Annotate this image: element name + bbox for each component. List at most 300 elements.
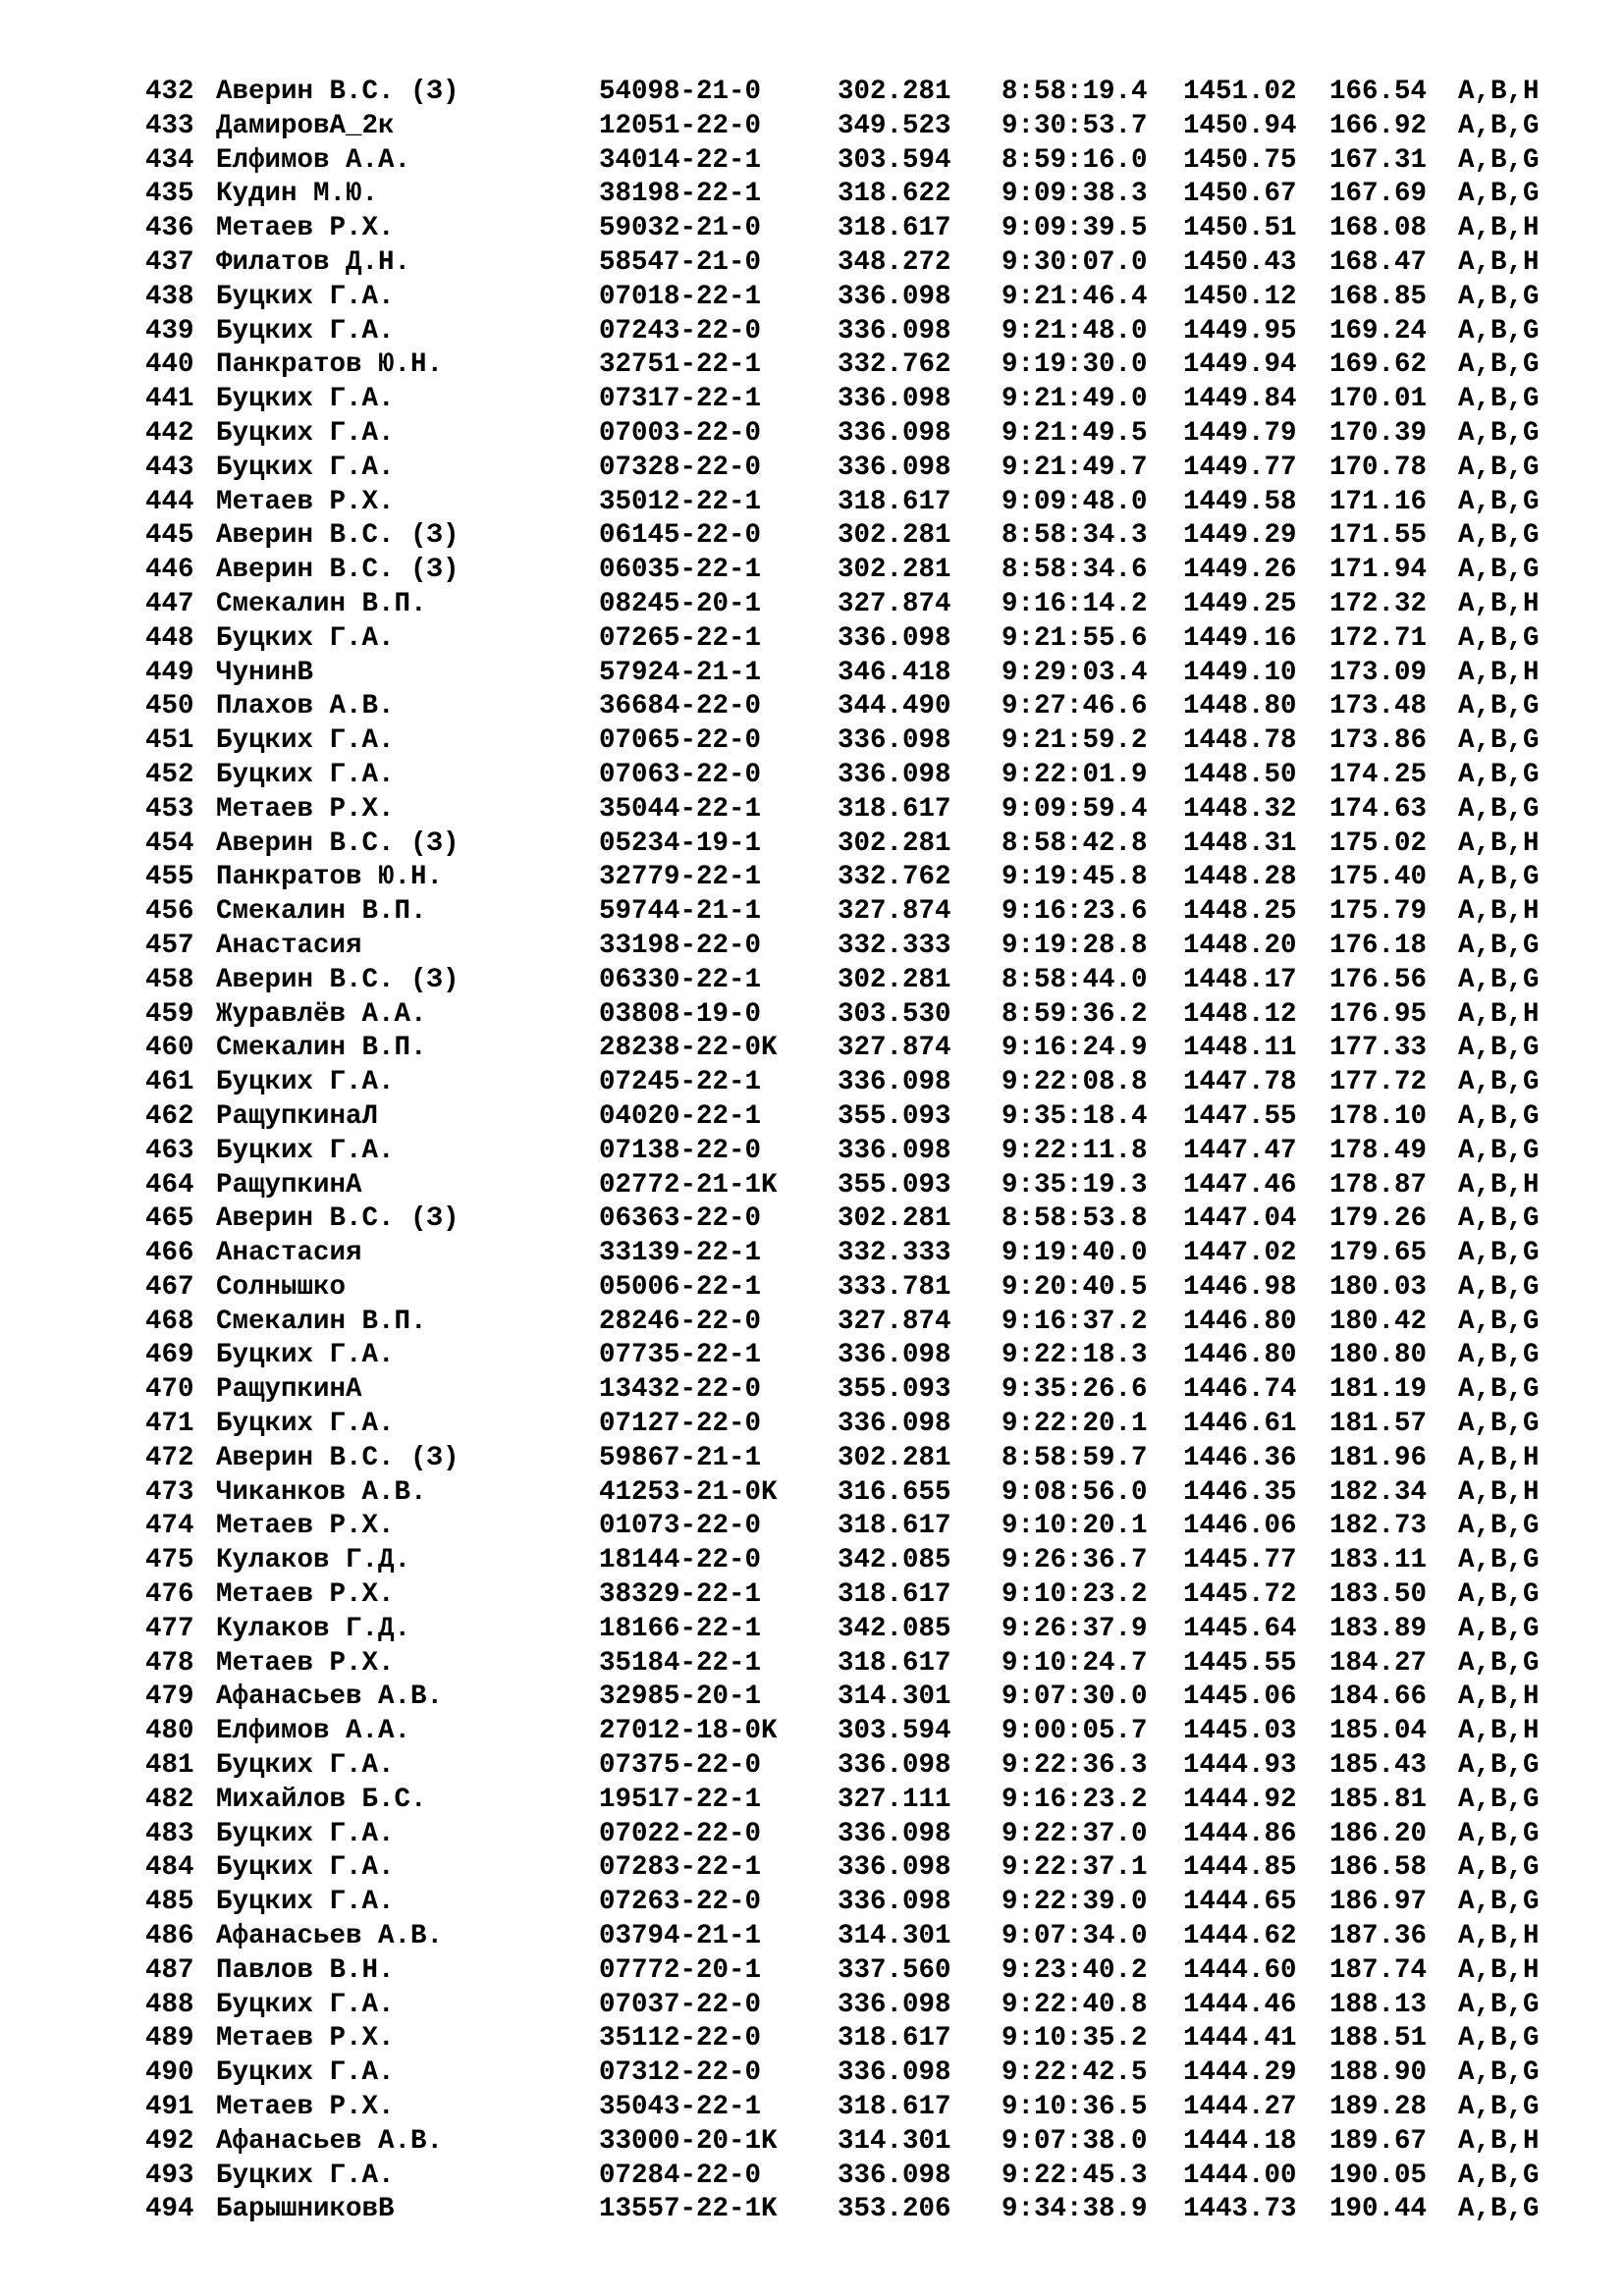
table-row	[0, 519, 1624, 554]
table-row	[0, 1989, 1624, 2023]
speed: 1445.55	[1183, 1647, 1297, 1679]
participant-name: Буцких Г.А.	[216, 1989, 395, 2020]
table-row	[0, 452, 1624, 486]
distance: 337.560	[838, 1954, 951, 1986]
participant-name: Филатов Д.Н.	[216, 246, 411, 278]
coefficient: 175.40	[1329, 862, 1428, 893]
distance: 302.281	[838, 555, 951, 586]
speed: 1449.58	[1183, 486, 1297, 517]
coefficient: 177.72	[1329, 1067, 1428, 1098]
coefficient: 167.31	[1329, 144, 1428, 176]
speed: 1449.95	[1183, 315, 1297, 347]
table-row	[0, 1784, 1624, 1818]
speed: 1447.04	[1183, 1203, 1297, 1235]
arrival-time: 9:09:59.4	[1001, 793, 1148, 825]
coefficient: 171.94	[1329, 555, 1428, 586]
table-row	[0, 1237, 1624, 1271]
participant-name: Буцких Г.А.	[216, 452, 395, 483]
ring-number: 07265-22-1	[599, 622, 762, 654]
ring-number: 32751-22-1	[599, 349, 762, 381]
speed: 1444.46	[1183, 1989, 1297, 2020]
arrival-time: 8:58:53.8	[1001, 1203, 1148, 1235]
coefficient: 181.57	[1329, 1409, 1428, 1440]
place-number: 455	[145, 862, 194, 893]
participant-name: Метаев Р.Х.	[216, 2023, 395, 2055]
arrival-time: 9:27:46.6	[1001, 691, 1148, 722]
ring-number: 05234-19-1	[599, 828, 762, 859]
coefficient: 183.50	[1329, 1579, 1428, 1611]
place-number: 464	[145, 1169, 194, 1201]
speed: 1444.27	[1183, 2092, 1297, 2123]
participant-name: Буцких Г.А.	[216, 281, 395, 312]
coefficient: 176.95	[1329, 998, 1428, 1030]
participant-name: Плахов А.В.	[216, 691, 395, 722]
arrival-time: 9:21:48.0	[1001, 315, 1148, 347]
class-codes: A,B,G	[1458, 1271, 1540, 1303]
ring-number: 59744-21-1	[599, 896, 762, 928]
place-number: 466	[145, 1238, 194, 1269]
ring-number: 57924-21-1	[599, 657, 762, 688]
place-number: 487	[145, 1954, 194, 1986]
distance: 302.281	[838, 1203, 951, 1235]
ring-number: 33198-22-0	[599, 930, 762, 961]
participant-name: ДамировА_2к	[216, 110, 395, 141]
arrival-time: 9:10:24.7	[1001, 1647, 1148, 1679]
place-number: 473	[145, 1476, 194, 1508]
participant-name: Аверин В.С. (З)	[216, 555, 460, 586]
ring-number: 06035-22-1	[599, 555, 762, 586]
place-number: 477	[145, 1613, 194, 1644]
class-codes: A,B,G	[1458, 1033, 1540, 1064]
table-row	[0, 1306, 1624, 1340]
table-row	[0, 622, 1624, 657]
arrival-time: 9:19:30.0	[1001, 349, 1148, 381]
class-codes: A,B,G	[1458, 2057, 1540, 2089]
coefficient: 169.24	[1329, 315, 1428, 347]
arrival-time: 9:10:20.1	[1001, 1511, 1148, 1542]
ring-number: 38329-22-1	[599, 1579, 762, 1611]
place-number: 472	[145, 1442, 194, 1473]
arrival-time: 9:35:26.6	[1001, 1374, 1148, 1406]
speed: 1446.80	[1183, 1340, 1297, 1371]
speed: 1449.16	[1183, 622, 1297, 654]
place-number: 461	[145, 1067, 194, 1098]
coefficient: 174.25	[1329, 759, 1428, 790]
coefficient: 180.03	[1329, 1271, 1428, 1303]
coefficient: 175.79	[1329, 896, 1428, 928]
table-row	[0, 1202, 1624, 1237]
distance: 303.594	[838, 144, 951, 176]
participant-name: Буцких Г.А.	[216, 417, 395, 449]
place-number: 470	[145, 1374, 194, 1406]
ring-number: 07283-22-1	[599, 1852, 762, 1884]
ring-number: 13432-22-0	[599, 1374, 762, 1406]
class-codes: A,B,H	[1458, 828, 1540, 859]
class-codes: A,B,G	[1458, 793, 1540, 825]
coefficient: 182.73	[1329, 1511, 1428, 1542]
coefficient: 181.96	[1329, 1442, 1428, 1473]
coefficient: 182.34	[1329, 1476, 1428, 1508]
arrival-time: 9:07:38.0	[1001, 2125, 1148, 2157]
coefficient: 169.62	[1329, 349, 1428, 381]
participant-name: Панкратов Ю.Н.	[216, 349, 444, 381]
arrival-time: 9:22:18.3	[1001, 1340, 1148, 1371]
place-number: 447	[145, 588, 194, 619]
ring-number: 33139-22-1	[599, 1238, 762, 1269]
arrival-time: 8:59:36.2	[1001, 998, 1148, 1030]
participant-name: ЧунинВ	[216, 657, 314, 688]
speed: 1444.86	[1183, 1818, 1297, 1849]
class-codes: A,B,G	[1458, 1238, 1540, 1269]
class-codes: A,B,H	[1458, 1954, 1540, 1986]
place-number: 479	[145, 1682, 194, 1713]
place-number: 483	[145, 1818, 194, 1849]
distance: 344.490	[838, 691, 951, 722]
ring-number: 03794-21-1	[599, 1921, 762, 1952]
coefficient: 173.48	[1329, 691, 1428, 722]
place-number: 480	[145, 1716, 194, 1747]
arrival-time: 9:22:42.5	[1001, 2057, 1148, 2089]
distance: 327.111	[838, 1784, 951, 1815]
place-number: 467	[145, 1271, 194, 1303]
place-number: 469	[145, 1340, 194, 1371]
ring-number: 27012-18-0K	[599, 1716, 778, 1747]
table-row	[0, 417, 1624, 452]
ring-number: 35012-22-1	[599, 486, 762, 517]
coefficient: 166.92	[1329, 110, 1428, 141]
participant-name: Буцких Г.А.	[216, 1852, 395, 1884]
participant-name: Буцких Г.А.	[216, 1818, 395, 1849]
arrival-time: 9:19:28.8	[1001, 930, 1148, 961]
arrival-time: 8:58:59.7	[1001, 1442, 1148, 1473]
class-codes: A,B,H	[1458, 1716, 1540, 1747]
participant-name: Метаев Р.Х.	[216, 793, 395, 825]
place-number: 490	[145, 2057, 194, 2089]
table-row	[0, 1715, 1624, 1749]
speed: 1446.80	[1183, 1306, 1297, 1337]
class-codes: A,B,G	[1458, 452, 1540, 483]
table-row	[0, 1886, 1624, 1920]
class-codes: A,B,G	[1458, 1852, 1540, 1884]
participant-name: Буцких Г.А.	[216, 1067, 395, 1098]
ring-number: 28246-22-0	[599, 1306, 762, 1337]
place-number: 482	[145, 1784, 194, 1815]
arrival-time: 9:16:24.9	[1001, 1033, 1148, 1064]
class-codes: A,B,H	[1458, 1476, 1540, 1508]
ring-number: 07065-22-0	[599, 725, 762, 757]
distance: 346.418	[838, 657, 951, 688]
distance: 302.281	[838, 520, 951, 552]
place-number: 443	[145, 452, 194, 483]
coefficient: 178.87	[1329, 1169, 1428, 1201]
class-codes: A,B,G	[1458, 1613, 1540, 1644]
place-number: 471	[145, 1409, 194, 1440]
ring-number: 12051-22-0	[599, 110, 762, 141]
class-codes: A,B,H	[1458, 1682, 1540, 1713]
arrival-time: 9:35:18.4	[1001, 1100, 1148, 1132]
table-row	[0, 348, 1624, 383]
class-codes: A,B,H	[1458, 657, 1540, 688]
speed: 1444.85	[1183, 1852, 1297, 1884]
class-codes: A,B,G	[1458, 349, 1540, 381]
place-number: 475	[145, 1545, 194, 1576]
distance: 336.098	[838, 1989, 951, 2020]
distance: 318.617	[838, 2092, 951, 2123]
coefficient: 190.05	[1329, 2160, 1428, 2191]
place-number: 457	[145, 930, 194, 961]
arrival-time: 8:58:19.4	[1001, 77, 1148, 107]
table-row	[0, 1339, 1624, 1373]
table-row	[0, 657, 1624, 691]
participant-name: Анастасия	[216, 1238, 362, 1269]
speed: 1447.55	[1183, 1100, 1297, 1132]
class-codes: A,B,G	[1458, 862, 1540, 893]
ring-number: 07018-22-1	[599, 281, 762, 312]
arrival-time: 9:22:39.0	[1001, 1887, 1148, 1918]
distance: 327.874	[838, 1033, 951, 1064]
place-number: 453	[145, 793, 194, 825]
class-codes: A,B,H	[1458, 588, 1540, 619]
place-number: 481	[145, 1750, 194, 1782]
class-codes: A,B,G	[1458, 1784, 1540, 1815]
arrival-time: 9:26:36.7	[1001, 1545, 1148, 1576]
table-row	[0, 964, 1624, 998]
ring-number: 28238-22-0K	[599, 1033, 778, 1064]
table-row	[0, 2193, 1624, 2227]
place-number: 452	[145, 759, 194, 790]
speed: 1448.80	[1183, 691, 1297, 722]
class-codes: A,B,G	[1458, 1409, 1540, 1440]
place-number: 441	[145, 384, 194, 415]
coefficient: 180.80	[1329, 1340, 1428, 1371]
speed: 1448.31	[1183, 828, 1297, 859]
distance: 336.098	[838, 384, 951, 415]
distance: 327.874	[838, 896, 951, 928]
distance: 336.098	[838, 1852, 951, 1884]
ring-number: 07127-22-0	[599, 1409, 762, 1440]
participant-name: Буцких Г.А.	[216, 622, 395, 654]
table-row	[0, 2091, 1624, 2125]
distance: 318.617	[838, 1511, 951, 1542]
speed: 1447.46	[1183, 1169, 1297, 1201]
coefficient: 179.65	[1329, 1238, 1428, 1269]
place-number: 459	[145, 998, 194, 1030]
speed: 1444.65	[1183, 1887, 1297, 1918]
coefficient: 175.02	[1329, 828, 1428, 859]
class-codes: A,B,G	[1458, 179, 1540, 210]
table-row	[0, 212, 1624, 246]
class-codes: A,B,H	[1458, 998, 1540, 1030]
table-row	[0, 1271, 1624, 1306]
ring-number: 13557-22-1K	[599, 2194, 778, 2225]
participant-name: Смекалин В.П.	[216, 896, 427, 928]
coefficient: 181.19	[1329, 1374, 1428, 1406]
class-codes: A,B,G	[1458, 315, 1540, 347]
table-row	[0, 281, 1624, 315]
class-codes: A,B,H	[1458, 77, 1540, 107]
distance: 355.093	[838, 1169, 951, 1201]
distance: 327.874	[838, 588, 951, 619]
coefficient: 170.01	[1329, 384, 1428, 415]
class-codes: A,B,H	[1458, 2125, 1540, 2157]
arrival-time: 9:08:56.0	[1001, 1476, 1148, 1508]
class-codes: A,B,G	[1458, 1579, 1540, 1611]
arrival-time: 9:10:36.5	[1001, 2092, 1148, 2123]
participant-name: Метаев Р.Х.	[216, 486, 395, 517]
class-codes: A,B,G	[1458, 486, 1540, 517]
ring-number: 35043-22-1	[599, 2092, 762, 2123]
ring-number: 58547-21-0	[599, 246, 762, 278]
speed: 1449.94	[1183, 349, 1297, 381]
results-table	[0, 76, 1624, 2227]
speed: 1444.00	[1183, 2160, 1297, 2191]
coefficient: 173.86	[1329, 725, 1428, 757]
speed: 1448.28	[1183, 862, 1297, 893]
arrival-time: 8:58:34.6	[1001, 555, 1148, 586]
ring-number: 41253-21-0K	[599, 1476, 778, 1508]
table-row	[0, 1066, 1624, 1100]
class-codes: A,B,G	[1458, 1340, 1540, 1371]
table-row	[0, 1851, 1624, 1886]
distance: 355.093	[838, 1374, 951, 1406]
table-row	[0, 1578, 1624, 1613]
distance: 336.098	[838, 1135, 951, 1166]
coefficient: 185.04	[1329, 1716, 1428, 1747]
table-row	[0, 1442, 1624, 1476]
participant-name: Аверин В.С. (З)	[216, 77, 460, 107]
place-number: 486	[145, 1921, 194, 1952]
arrival-time: 9:16:23.2	[1001, 1784, 1148, 1815]
ring-number: 18144-22-0	[599, 1545, 762, 1576]
ring-number: 07022-22-0	[599, 1818, 762, 1849]
participant-name: Михайлов Б.С.	[216, 1784, 427, 1815]
speed: 1444.18	[1183, 2125, 1297, 2157]
participant-name: Аверин В.С. (З)	[216, 828, 460, 859]
arrival-time: 9:19:40.0	[1001, 1238, 1148, 1269]
place-number: 436	[145, 213, 194, 244]
participant-name: Солнышко	[216, 1271, 347, 1303]
ring-number: 07375-22-0	[599, 1750, 762, 1782]
class-codes: A,B,H	[1458, 246, 1540, 278]
ring-number: 35112-22-0	[599, 2023, 762, 2055]
class-codes: A,B,G	[1458, 144, 1540, 176]
coefficient: 186.58	[1329, 1852, 1428, 1884]
distance: 336.098	[838, 622, 951, 654]
coefficient: 189.67	[1329, 2125, 1428, 2157]
distance: 336.098	[838, 281, 951, 312]
place-number: 449	[145, 657, 194, 688]
table-row	[0, 315, 1624, 349]
participant-name: Буцких Г.А.	[216, 1340, 395, 1371]
arrival-time: 9:07:30.0	[1001, 1682, 1148, 1713]
distance: 336.098	[838, 759, 951, 790]
place-number: 458	[145, 964, 194, 995]
participant-name: Буцких Г.А.	[216, 315, 395, 347]
place-number: 451	[145, 725, 194, 757]
participant-name: Елфимов А.А.	[216, 1716, 411, 1747]
class-codes: A,B,G	[1458, 2194, 1540, 2225]
coefficient: 178.49	[1329, 1135, 1428, 1166]
ring-number: 05006-22-1	[599, 1271, 762, 1303]
participant-name: Буцких Г.А.	[216, 2057, 395, 2089]
table-row	[0, 1749, 1624, 1784]
distance: 336.098	[838, 725, 951, 757]
participant-name: Буцких Г.А.	[216, 1409, 395, 1440]
coefficient: 180.42	[1329, 1306, 1428, 1337]
place-number: 474	[145, 1511, 194, 1542]
arrival-time: 9:22:08.8	[1001, 1067, 1148, 1098]
class-codes: A,B,G	[1458, 1989, 1540, 2020]
ring-number: 06330-22-1	[599, 964, 762, 995]
speed: 1444.92	[1183, 1784, 1297, 1815]
speed: 1444.41	[1183, 2023, 1297, 2055]
distance: 332.762	[838, 862, 951, 893]
table-row	[0, 76, 1624, 110]
table-row	[0, 895, 1624, 930]
ring-number: 33000-20-1K	[599, 2125, 778, 2157]
place-number: 462	[145, 1100, 194, 1132]
ring-number: 01073-22-0	[599, 1511, 762, 1542]
ring-number: 06363-22-0	[599, 1203, 762, 1235]
ring-number: 19517-22-1	[599, 1784, 762, 1815]
arrival-time: 8:58:34.3	[1001, 520, 1148, 552]
ring-number: 34014-22-1	[599, 144, 762, 176]
table-row	[0, 588, 1624, 622]
table-row	[0, 1135, 1624, 1169]
class-codes: A,B,G	[1458, 110, 1540, 141]
table-row	[0, 1544, 1624, 1578]
speed: 1445.77	[1183, 1545, 1297, 1576]
distance: 318.617	[838, 793, 951, 825]
speed: 1445.06	[1183, 1682, 1297, 1713]
speed: 1450.75	[1183, 144, 1297, 176]
class-codes: A,B,G	[1458, 1887, 1540, 1918]
place-number: 489	[145, 2023, 194, 2055]
table-row	[0, 246, 1624, 281]
speed: 1448.50	[1183, 759, 1297, 790]
class-codes: A,B,G	[1458, 281, 1540, 312]
table-row	[0, 793, 1624, 828]
arrival-time: 9:21:46.4	[1001, 281, 1148, 312]
coefficient: 187.36	[1329, 1921, 1428, 1952]
distance: 302.281	[838, 77, 951, 107]
distance: 302.281	[838, 1442, 951, 1473]
speed: 1445.64	[1183, 1613, 1297, 1644]
distance: 302.281	[838, 964, 951, 995]
participant-name: Аверин В.С. (З)	[216, 520, 460, 552]
class-codes: A,B,G	[1458, 555, 1540, 586]
distance: 318.617	[838, 213, 951, 244]
class-codes: A,B,G	[1458, 417, 1540, 449]
place-number: 456	[145, 896, 194, 928]
coefficient: 184.66	[1329, 1682, 1428, 1713]
speed: 1444.29	[1183, 2057, 1297, 2089]
arrival-time: 8:58:44.0	[1001, 964, 1148, 995]
distance: 336.098	[838, 1340, 951, 1371]
speed: 1448.78	[1183, 725, 1297, 757]
speed: 1444.62	[1183, 1921, 1297, 1952]
ring-number: 07312-22-0	[599, 2057, 762, 2089]
coefficient: 178.10	[1329, 1100, 1428, 1132]
table-row	[0, 144, 1624, 179]
distance: 314.301	[838, 2125, 951, 2157]
class-codes: A,B,H	[1458, 1169, 1540, 1201]
table-row	[0, 554, 1624, 588]
speed: 1443.73	[1183, 2194, 1297, 2225]
distance: 316.655	[838, 1476, 951, 1508]
speed: 1450.67	[1183, 179, 1297, 210]
speed: 1444.60	[1183, 1954, 1297, 1986]
